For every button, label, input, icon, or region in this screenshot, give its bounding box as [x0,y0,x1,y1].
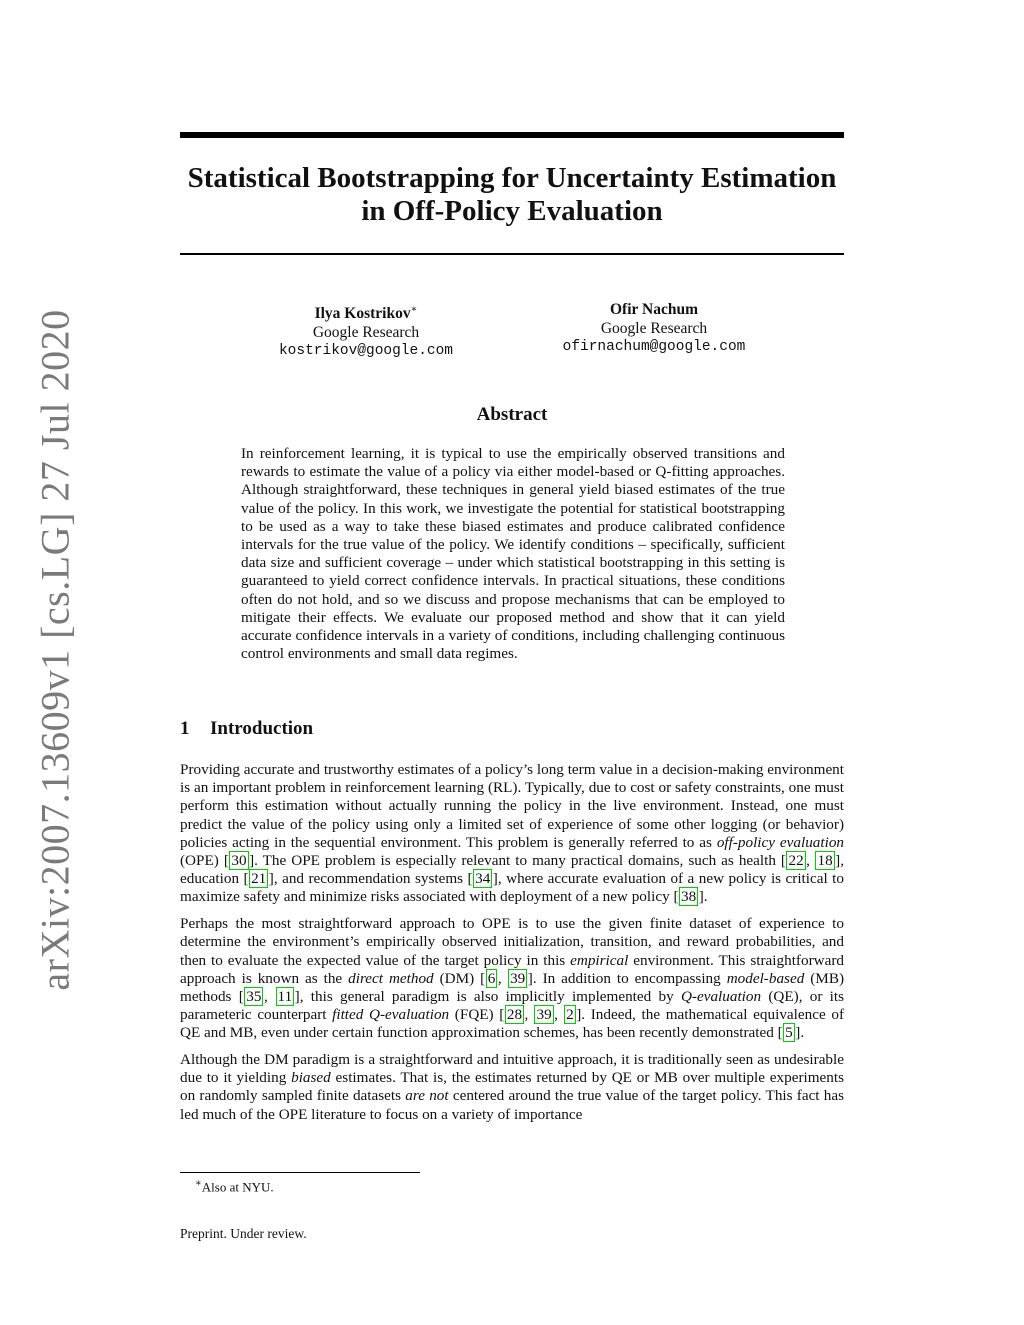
footnote [195,1178,274,1195]
emphasis: Q-evaluation [680,987,762,1005]
author-email[interactable]: ofirnachum@google.com [562,339,746,355]
citation-link[interactable]: 28 [506,1006,523,1024]
emphasis: fitted Q-evaluation [332,1006,450,1024]
author-affiliation: Google Research [312,324,420,342]
citation-link[interactable]: 38 [681,888,697,906]
footnote-text: Also at NYU. [201,1179,274,1195]
citation-link[interactable]: 18 [817,852,833,870]
emphasis: empirical [570,951,629,969]
author-email[interactable]: kostrikov@google.com [278,343,454,360]
arxiv-sidebar [0,0,80,1325]
title-top-rule [180,132,844,138]
citation-link[interactable]: 35 [246,987,262,1005]
paper-title [180,162,844,228]
paragraph-3: Although the DM paradigm is a straightforward and intuitive approach, it is traditionally seen as undesirable due to it yielding biased estimates. That is, the estimates returned by QE or MB over multiple experiments on randomly sampled finite datasets are not centered around the true value of the target policy. This fact has led much of the OPE literature to focus on a variety of importance [180,1051,845,1123]
citation-link[interactable]: 34 [475,870,491,888]
citation-link[interactable]: 21 [251,870,267,888]
emphasis: model-based [726,969,805,987]
body-text [180,761,844,1132]
citation-link[interactable]: 30 [231,852,247,870]
title-line-1: Statistical Bootstrapping for Uncertainty Estimation [187,162,837,194]
abstract-text: In reinforcement learning, it is typical to use the empirically observed transitions and rewards to estimate the value of a policy via either model-based or Q-fitting approaches. Although straightforward, these techniques in general yield biased estimates of the true value of the policy. In this work, we investigate the potential for statistical bootstrapping to be used as a way to take these biased estimates and produce calibrated confidence intervals for the true value of the policy. We identify conditions – specifically, sufficient data size and sufficient coverage – under which statistical bootstrapping in this setting is guaranteed to yield correct confidence intervals. In practical situations, these conditions often do not hold, and so we discuss and propose mechanisms that can be employed to mitigate their effects. We evaluate our proposed method and show that it can yield accurate confidence intervals in a variety of conditions, including challenging continuous control environments and small data regimes. [241,445,785,663]
title-line-2: in Off-Policy Evaluation [361,195,663,227]
author-block-2 [524,300,784,357]
footnote-mark: ∗ [410,304,418,315]
author-name: Ofir Nachum [610,301,698,318]
emphasis: direct method [348,969,434,987]
section-heading [180,718,313,740]
citation-link[interactable]: 5 [785,1024,793,1042]
citation-link[interactable]: 11 [277,987,293,1005]
author-affiliation: Google Research [600,320,708,337]
citation-link[interactable]: 6 [487,969,496,987]
arxiv-identifier-stamp: arXiv:2007.13609v1 [cs.LG] 27 Jul 2020 [32,309,78,991]
citation-link[interactable]: 39 [536,1006,552,1024]
citation-link[interactable]: 22 [788,852,804,870]
section-number: 1 [180,718,190,739]
footnote-mark: ∗ [195,1178,202,1189]
author-name: Ilya Kostrikov∗ [314,304,418,323]
emphasis: are not [405,1087,449,1105]
author-block-1 [236,300,496,361]
preprint-note: Preprint. Under review. [180,1226,307,1241]
emphasis: biased [291,1069,331,1087]
paragraph-1: Providing accurate and trustworthy estimates of a policy’s long term value in a decision-making environment is an important problem in reinforcement learning (RL). Typically, due to cost or safety constraints, one must perform this estimation without actually running the policy in the live environment. Instead, one must predict the value of the policy using only a limited set of experience of some other logging (or behavior) policies acting in the sequential environment. This problem is generally referred to as off-policy evaluation (OPE) [ 30 ]. The OPE problem is especially relevant to many practical domains, such as health [ 22 , 18 ], education [ 21 ], and recommendation systems [ 34 ], where accurate evaluation of a new policy is critical to maximize safety and minimize risks associated with deployment of a new policy [ 38 ]. [180,761,845,906]
title-bottom-rule [180,253,844,255]
citation-link[interactable]: 39 [510,969,526,987]
abstract-heading: Abstract [476,404,548,425]
footnote-rule [180,1172,420,1173]
emphasis: off-policy evaluation [716,833,845,851]
section-title: Introduction [210,718,314,739]
citation-link[interactable]: 2 [566,1006,574,1024]
paragraph-2: Perhaps the most straightforward approach to OPE is to use the given finite dataset of experience to determine the environment’s empirically observed initialization, transition, and reward probabilities, and then to evaluate the expected value of the target policy in this empirical environment. This straightforward approach is known as the direct method (DM) [ 6 , 39 ]. In addition to encompassing model-based (MB) methods [ 35 , 11 ], this general paradigm is also implicitly implemented by Q-evaluation (QE), or its parameteric counterpart fitted Q-evaluation (FQE) [ 28 , 39 , 2 ]. Indeed, the mathematical equivalence of QE and MB, even under certain function approximation schemes, has been recently demonstrated [ 5 ]. [180,915,845,1042]
